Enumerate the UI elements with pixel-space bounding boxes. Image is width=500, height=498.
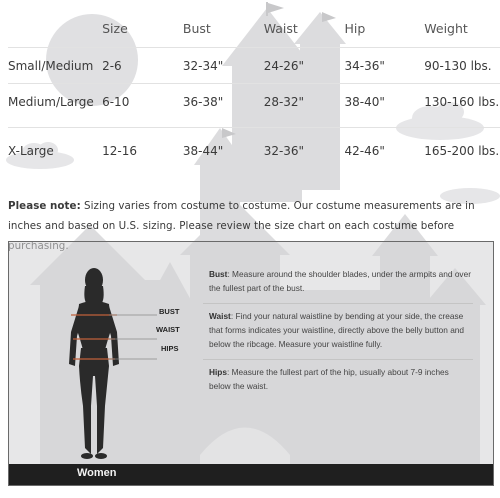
- hips-term: Hips: [209, 367, 227, 377]
- table-cell: 2-6: [102, 47, 183, 83]
- table-cell: 38-40": [344, 83, 424, 127]
- table-cell: 130-160 lbs.: [424, 83, 500, 127]
- table-cell: 32-36": [264, 127, 345, 183]
- header-cell: Hip: [344, 21, 366, 36]
- table-row: [8, 83, 500, 127]
- waist-text: : Find your natural waistline by bending at your side, the crease that forms indicates your waistline, directly above the belly button and below the ribcage. Measure your waistline fully.: [209, 311, 465, 349]
- hips-label: HIPS: [161, 344, 179, 353]
- table-cell: 42-46": [344, 127, 424, 183]
- hips-text: : Measure the fullest part of the hip, usually about 7-9 inches below the waist.: [209, 367, 449, 391]
- sizing-note-text: Sizing varies from costume to costume. Our costume measurements are in inches and based on U.S. sizing. Please review the size chart on each costume before: [8, 200, 475, 232]
- table-cell: 32-34": [183, 47, 264, 83]
- header-cell: Size: [102, 21, 128, 36]
- table-cell: 165-200 lbs.: [424, 127, 500, 183]
- hips-description: [209, 365, 471, 393]
- table-cell: 12-16: [102, 127, 183, 183]
- header-cell: [8, 12, 102, 47]
- bust-description: [209, 267, 471, 295]
- size-chart-table: [8, 12, 500, 183]
- divider: [203, 359, 473, 360]
- table-row: [8, 47, 500, 83]
- waist-description: [209, 309, 471, 351]
- footer-women-label: Women: [77, 467, 117, 479]
- table-cell: 36-38": [183, 83, 264, 127]
- waist-term: Waist: [209, 311, 231, 321]
- table-cell: 28-32": [264, 83, 345, 127]
- measurement-guide-panel: [8, 241, 494, 486]
- table-cell: 24-26": [264, 47, 345, 83]
- table-cell: 90-130 lbs.: [424, 47, 500, 83]
- table-cell: 6-10: [102, 83, 183, 127]
- woman-silhouette-figure: [61, 266, 127, 462]
- header-cell: Bust: [182, 21, 211, 36]
- header-cell: Weight: [424, 21, 468, 36]
- header-cell: Waist: [263, 21, 298, 36]
- table-cell: X-Large: [8, 127, 102, 183]
- divider: [203, 303, 473, 304]
- bust-term: Bust: [209, 269, 228, 279]
- size-chart-header: [8, 12, 500, 47]
- bust-text: : Measure around the shoulder blades, under the armpits and over the fullest part of the bust.: [209, 269, 471, 293]
- table-cell: 38-44": [183, 127, 264, 183]
- panel-footer-bar: [9, 464, 493, 485]
- table-cell: Medium/Large: [8, 83, 102, 127]
- table-cell: 34-36": [344, 47, 424, 83]
- waist-label: WAIST: [156, 325, 180, 334]
- table-row: [8, 127, 500, 183]
- bust-label: BUST: [159, 307, 180, 316]
- sizing-note-label: Please note:: [8, 200, 81, 212]
- table-cell: Small/Medium: [8, 47, 102, 83]
